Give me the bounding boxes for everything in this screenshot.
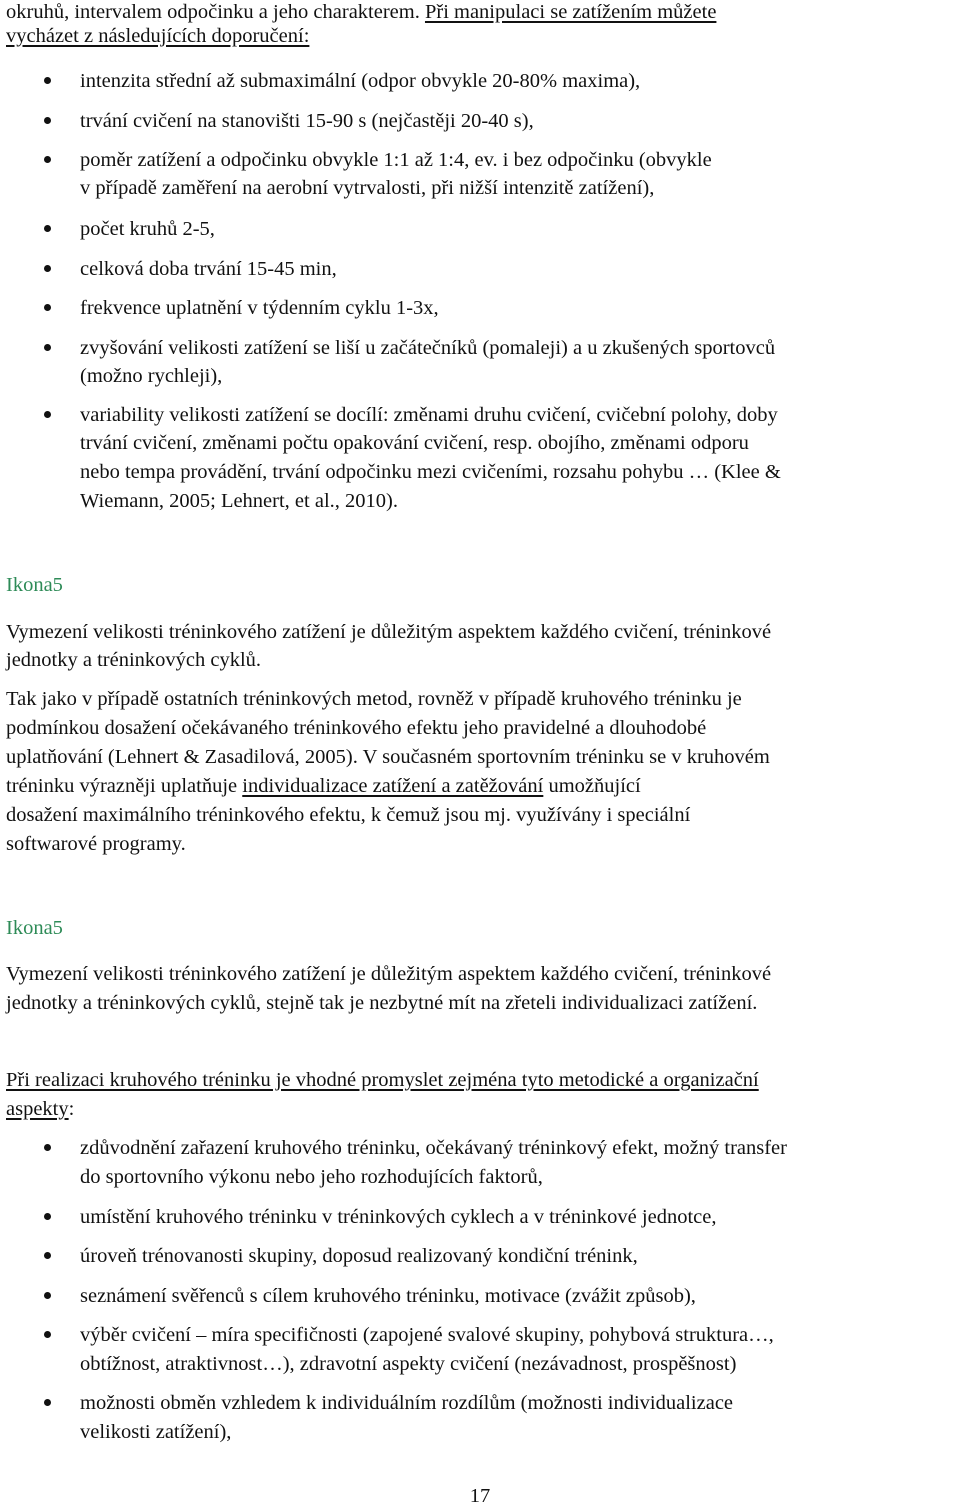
aspects-heading-continuation: aspekty:: [6, 1098, 75, 1120]
bullet-icon: [44, 117, 51, 124]
list-item-continuation: v případě zaměření na aerobní vytrvalosti, při nižší intenzitě zatížení),: [80, 177, 655, 199]
paragraph-line: tréninku výrazněji uplatňuje individualizace zatížení a zatěžování umožňující: [6, 775, 641, 797]
paragraph-line: podmínkou dosažení očekávaného tréninkového efektu jeho pravidelné a dlouhodobé: [6, 717, 707, 739]
list-item: výběr cvičení – míra specifičnosti (zapojené svalové skupiny, pohybová struktura…,: [80, 1324, 774, 1346]
bullet-icon: [44, 77, 51, 84]
icon-label: Ikona5: [6, 917, 63, 939]
bullet-icon: [44, 344, 51, 351]
intro-line-1: okruhů, intervalem odpočinku a jeho charakterem. Při manipulaci se zatížením můžete: [6, 1, 717, 23]
bullet-icon: [44, 1399, 51, 1406]
bullet-icon: [44, 411, 51, 418]
list-item-continuation: obtížnost, atraktivnost…), zdravotní aspekty cvičení (nezávadnost, prospěšnost): [80, 1353, 737, 1375]
aspects-heading: Při realizaci kruhového tréninku je vhodné promyslet zejména tyto metodické a organizační: [6, 1069, 759, 1091]
box-text-line: Vymezení velikosti tréninkového zatížení je důležitým aspektem každého cvičení, tréninkové: [6, 963, 772, 985]
list-item: zvyšování velikosti zatížení se liší u začátečníků (pomaleji) a u zkušených sportovců: [80, 337, 776, 359]
list-item: poměr zatížení a odpočinku obvykle 1:1 až 1:4, ev. i bez odpočinku (obvykle: [80, 149, 712, 171]
bullet-icon: [44, 225, 51, 232]
paragraph-line: dosažení maximálního tréninkového efektu, k čemuž jsou mj. využívány i speciální: [6, 804, 691, 826]
list-item: úroveň trénovanosti skupiny, doposud realizovaný kondiční trénink,: [80, 1245, 638, 1267]
list-item: variability velikosti zatížení se docílí: změnami druhu cvičení, cvičební polohy, doby: [80, 404, 778, 426]
paragraph-line: uplatňování (Lehnert & Zasadilová, 2005). V současném sportovním tréninku se v kruhovém: [6, 746, 770, 768]
list-item-continuation: trvání cvičení, změnami počtu opakování cvičení, resp. obojího, změnami odporu: [80, 432, 749, 454]
list-item: intenzita střední až submaximální (odpor obvykle 20-80% maxima),: [80, 70, 641, 92]
list-item: počet kruhů 2-5,: [80, 218, 215, 240]
bullet-icon: [44, 1144, 51, 1151]
list-item-continuation: nebo tempa provádění, trvání odpočinku mezi cvičeními, rozsahu pohybu … (Klee &: [80, 461, 781, 483]
bullet-icon: [44, 304, 51, 311]
page-number: 17: [469, 1485, 491, 1507]
list-item: možnosti obměn vzhledem k individuálním rozdílům (možnosti individualizace: [80, 1392, 734, 1414]
box-text-line: Vymezení velikosti tréninkového zatížení je důležitým aspektem každého cvičení, tréninkové: [6, 621, 772, 643]
paragraph-line: Tak jako v případě ostatních tréninkových metod, rovněž v případě kruhového tréninku je: [6, 688, 742, 710]
list-item-continuation: (možno rychleji),: [80, 365, 223, 387]
list-item: zdůvodnění zařazení kruhového tréninku, očekávaný tréninkový efekt, možný transfer: [80, 1137, 787, 1159]
list-item-continuation: do sportovního výkonu nebo jeho rozhodujících faktorů,: [80, 1166, 543, 1188]
intro-underlined-sentence: Při manipulaci se zatížením můžete: [424, 1, 717, 23]
box-text-line: jednotky a tréninkových cyklů.: [6, 649, 262, 671]
bullet-icon: [44, 1331, 51, 1338]
list-item: trvání cvičení na stanovišti 15-90 s (nejčastěji 20-40 s),: [80, 110, 534, 132]
list-item: celková doba trvání 15-45 min,: [80, 258, 337, 280]
list-item: frekvence uplatnění v týdenním cyklu 1-3x,: [80, 297, 439, 319]
bullet-icon: [44, 1292, 51, 1299]
list-item-continuation: Wiemann, 2005; Lehnert, et al., 2010).: [80, 490, 398, 512]
list-item-continuation: velikosti zatížení),: [80, 1421, 232, 1443]
list-item: umístění kruhového tréninku v tréninkových cyklech a v tréninkové jednotce,: [80, 1206, 717, 1228]
list-item: seznámení svěřenců s cílem kruhového tréninku, motivace (zvážit způsob),: [80, 1285, 696, 1307]
bullet-icon: [44, 1213, 51, 1220]
icon-label: Ikona5: [6, 574, 63, 596]
bullet-icon: [44, 265, 51, 272]
intro-line-2: vycházet z následujících doporučení:: [6, 25, 310, 47]
bullet-icon: [44, 1252, 51, 1259]
paragraph-line: softwarové programy.: [6, 833, 186, 855]
bullet-icon: [44, 156, 51, 163]
box-text-line: jednotky a tréninkových cyklů, stejně tak je nezbytné mít na zřeteli individualizaci zatížení.: [6, 992, 758, 1014]
individualization-link[interactable]: individualizace zatížení a zatěžování: [242, 775, 544, 797]
